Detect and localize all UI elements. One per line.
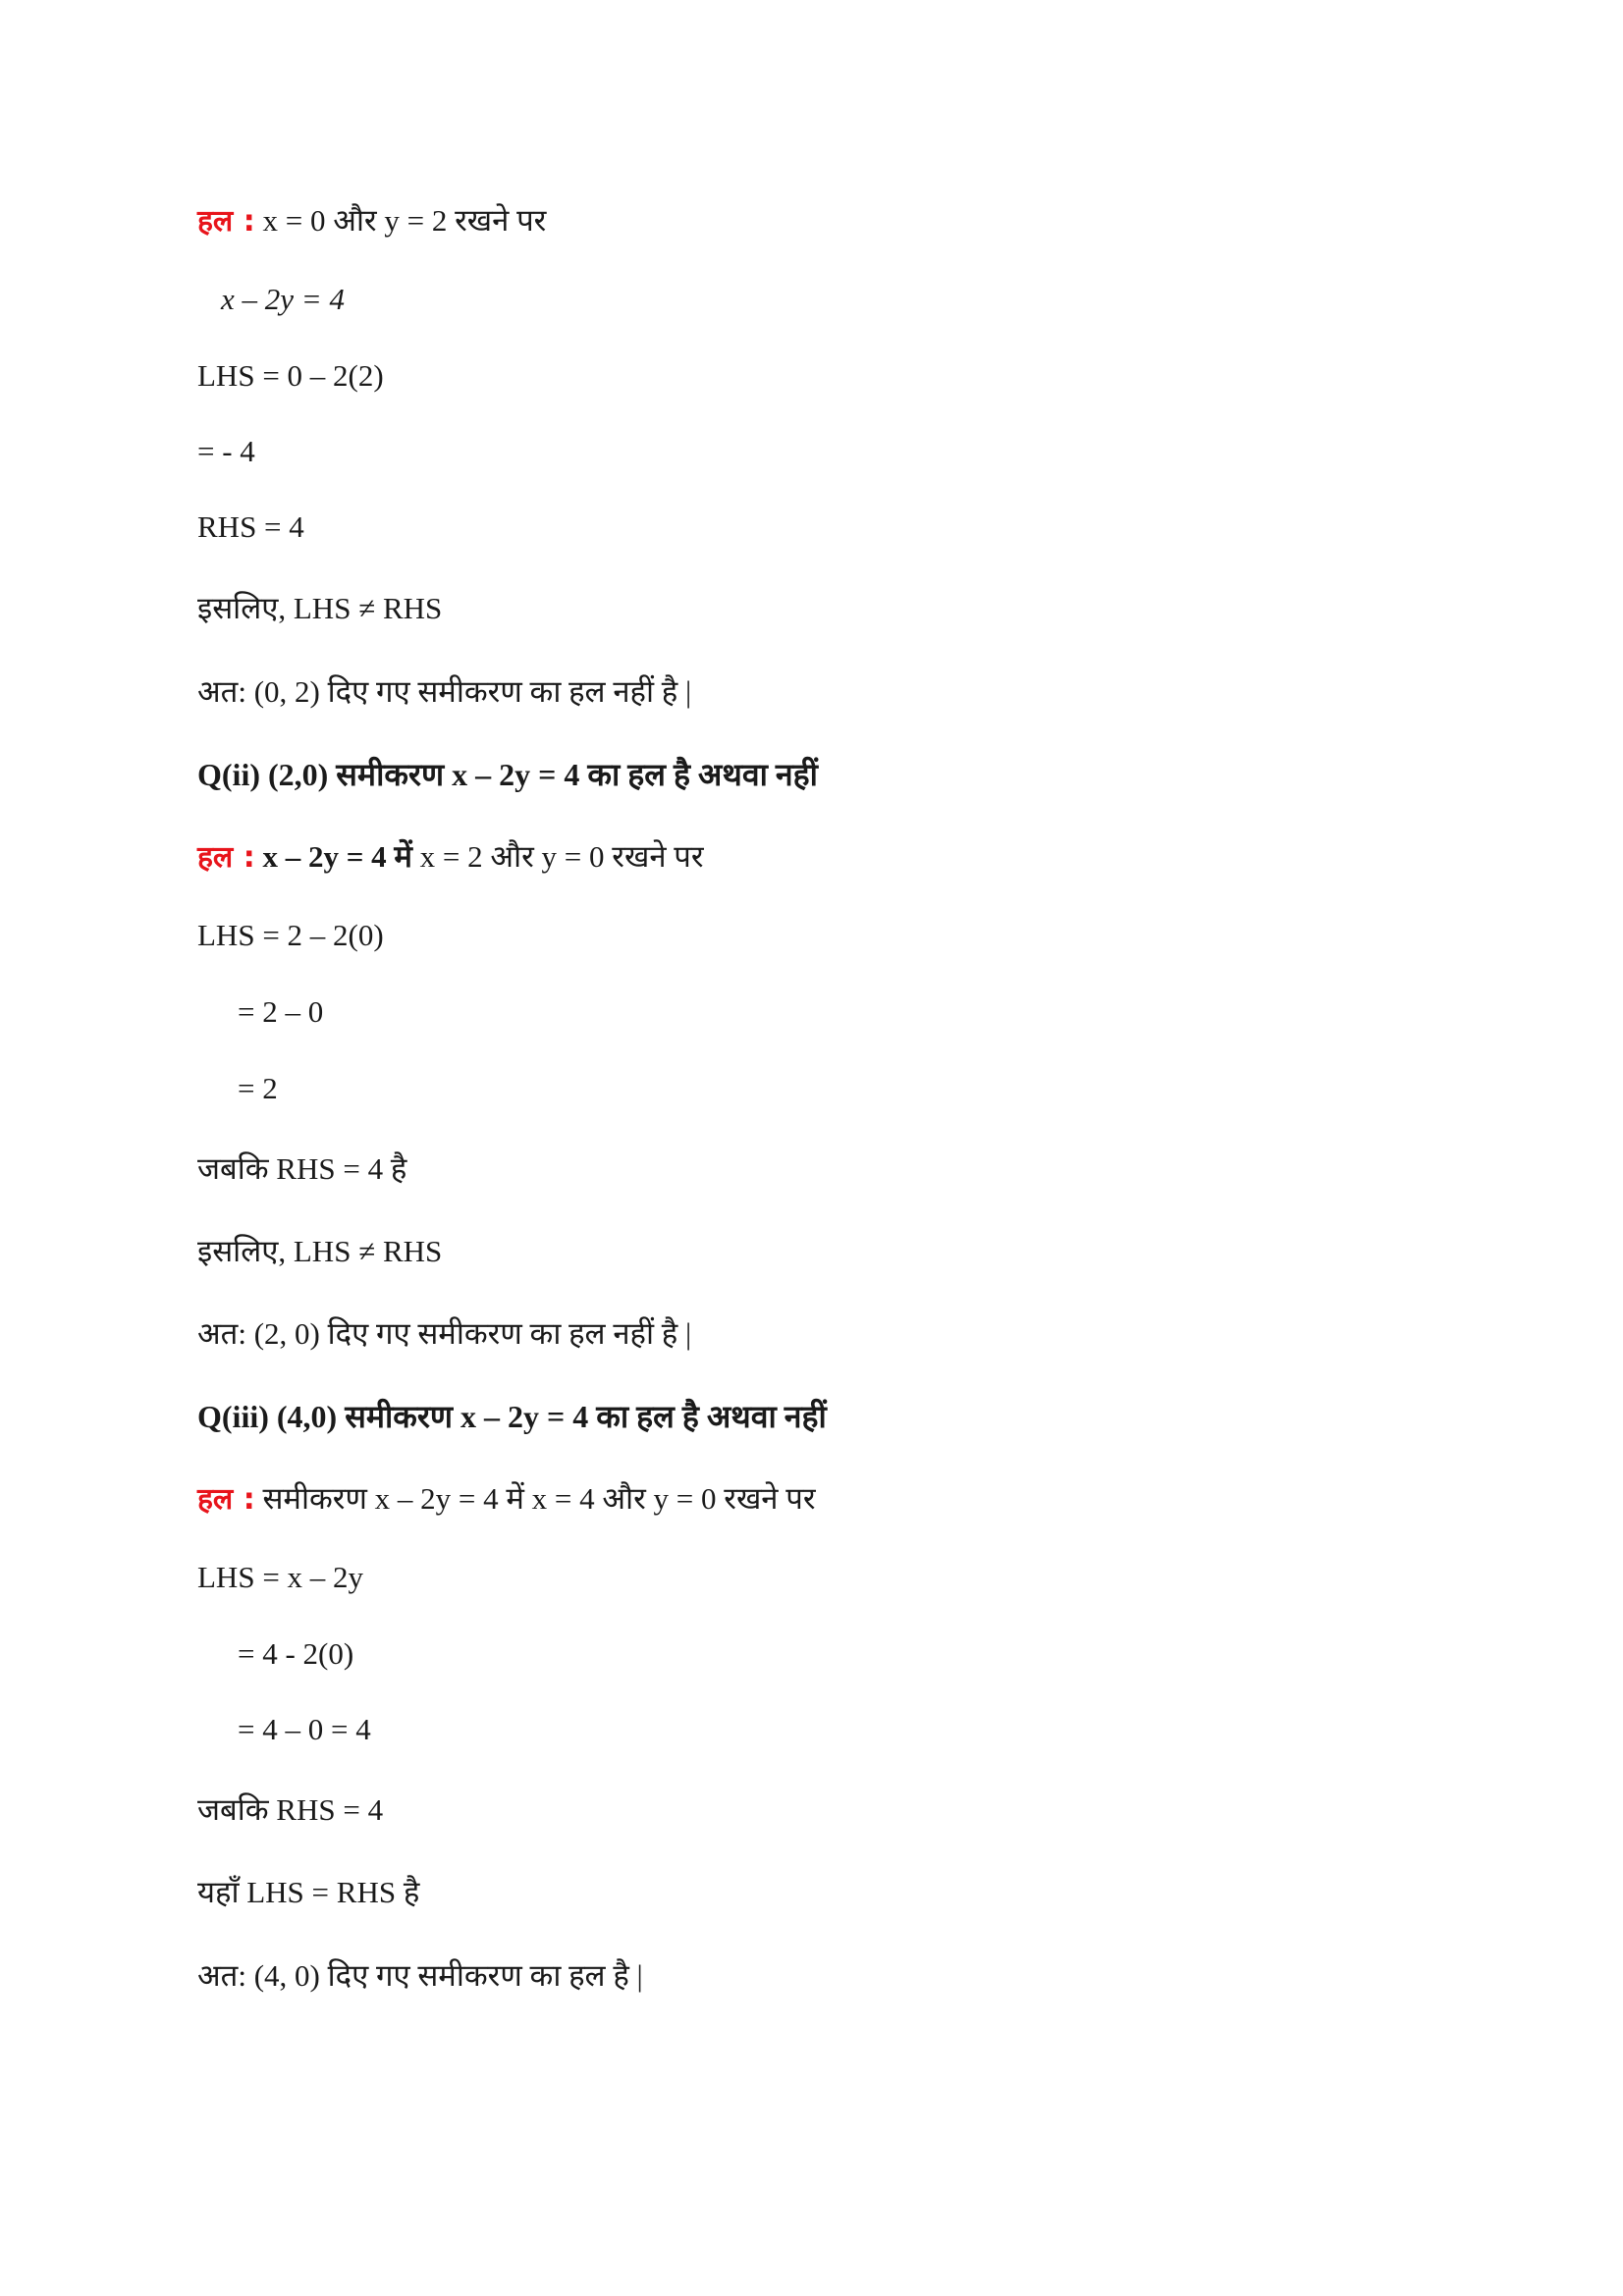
lhs-line: LHS = x – 2y [197,1560,364,1594]
equal-line: यहाँ LHS = RHS है [197,1875,420,1909]
solution-1-intro [197,201,546,241]
solution-label: हल : [197,1482,255,1517]
conclusion-line: अत: (2, 0) दिए गए समीकरण का हल नहीं है | [197,1316,692,1351]
rhs-line: RHS = 4 [197,509,304,544]
solution-text: x = 0 और y = 2 रखने पर [254,203,547,238]
solution-3-intro [197,1479,816,1520]
lhs-line: LHS = 2 – 2(0) [197,918,384,952]
result-line: = - 4 [197,434,255,468]
step-line: = 2 [238,1071,278,1105]
conclusion-line: अत: (4, 0) दिए गए समीकरण का हल है | [197,1958,643,1993]
conclusion-line: अत: (0, 2) दिए गए समीकरण का हल नहीं है | [197,674,692,709]
therefore-line: इसलिए, LHS ≠ RHS [197,591,443,625]
step-line: = 4 – 0 = 4 [238,1712,371,1746]
solution-text: x = 2 और y = 0 रखने पर [411,839,704,874]
therefore-line: इसलिए, LHS ≠ RHS [197,1234,443,1268]
rhs-line: जबकि RHS = 4 है [197,1151,407,1186]
equation-line: x – 2y = 4 [221,282,345,316]
rhs-line: जबकि RHS = 4 [197,1792,384,1827]
lhs-line: LHS = 0 – 2(2) [197,358,384,393]
solution-label: हल : [197,204,255,239]
step-line: = 2 – 0 [238,994,324,1029]
solution-2-intro [197,837,704,878]
solution-equation-bold: x – 2y = 4 में [254,839,412,874]
solution-label: हल : [197,840,255,875]
solution-text: समीकरण x – 2y = 4 में x = 4 और y = 0 रखने पर [254,1481,816,1516]
question-2: Q(ii) (2,0) समीकरण x – 2y = 4 का हल है अथवा नहीं [197,757,818,792]
question-3: Q(iii) (4,0) समीकरण x – 2y = 4 का हल है अथवा नहीं [197,1399,827,1434]
step-line: = 4 - 2(0) [238,1636,354,1671]
